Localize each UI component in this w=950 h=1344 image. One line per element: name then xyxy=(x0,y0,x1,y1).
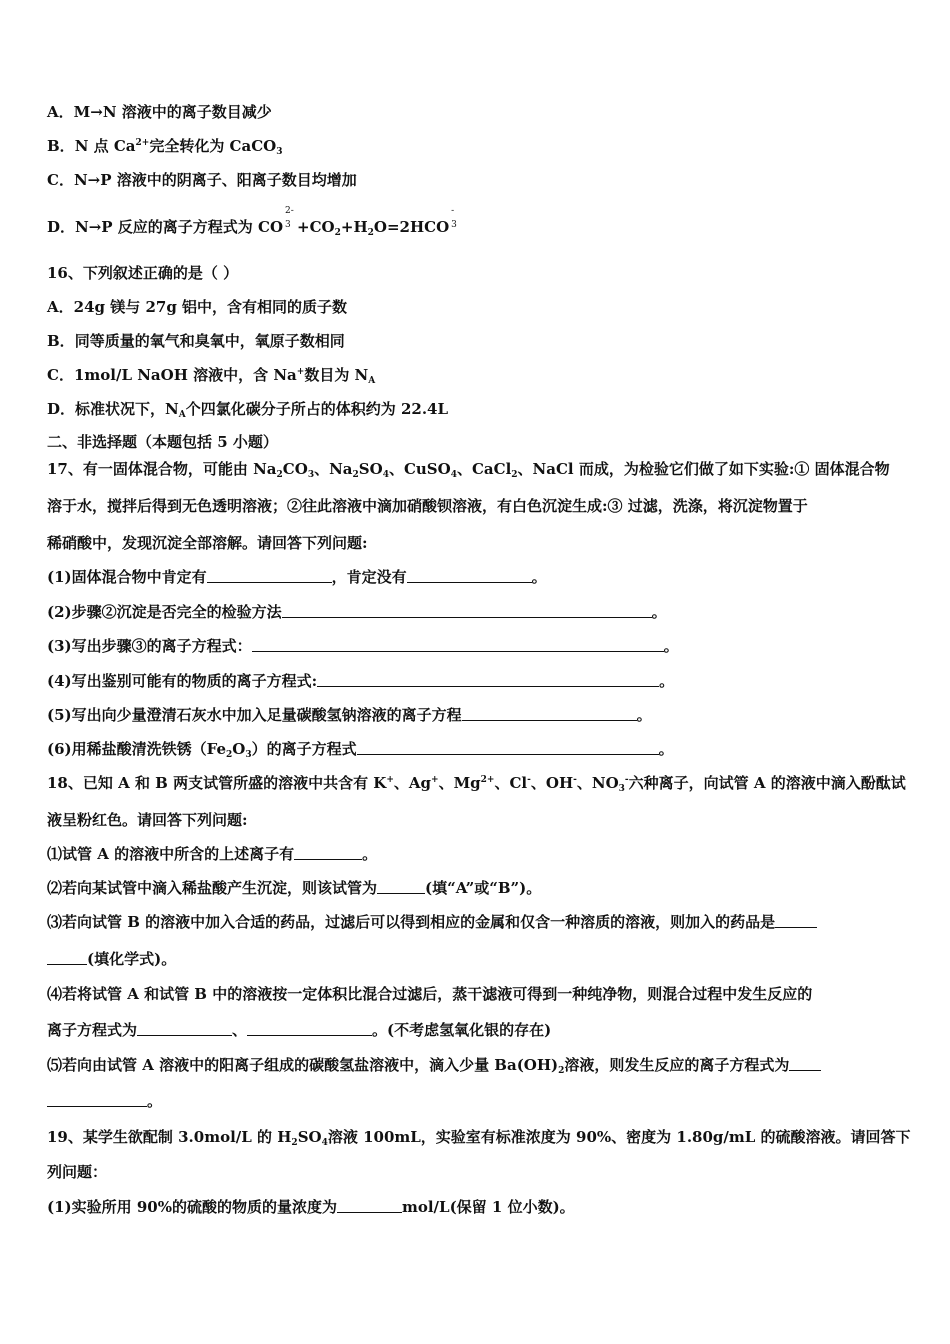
carbonate-ion-notation: 2- 3 xyxy=(285,206,294,230)
q16-stem: 16、下列叙述正确的是（ ） xyxy=(47,264,239,282)
answer-blank[interactable] xyxy=(789,1056,821,1071)
answer-blank[interactable] xyxy=(407,568,532,583)
q17-stem-line1: 17、有一固体混合物，可能由 $Na_2CO_3$、$Na_2SO_4$、CuSO$_4$、CaCl$_2$、NaCl 而成，为检验它们做了如下实验:① 固体混合物 xyxy=(47,460,890,480)
q15-option-a: A．M→N 溶液中的离子数目减少 xyxy=(47,103,272,121)
q16-option-c: C．1mol/L NaOH 溶液中，含 Na+数目为 $N_A$ xyxy=(47,366,376,386)
q18-stem-line2: 液呈粉红色。请回答下列问题: xyxy=(47,811,248,829)
q17-stem-line3: 稀硝酸中，发现沉淀全部溶解。请回答下列问题: xyxy=(47,534,368,552)
q18-stem-line1: 18、已知 A 和 B 两支试管所盛的溶液中共含有 K+、Ag+、$Mg^{2+}$、Cl-、OH-、$NO_3^-$六种离子，向试管 A 的溶液中滴入酚酞试 xyxy=(47,774,906,794)
q17-part1: (1)固体混合物中肯定有 ，肯定没有 。 xyxy=(47,568,547,586)
answer-blank[interactable] xyxy=(357,740,659,755)
answer-blank[interactable] xyxy=(47,950,87,965)
q15-option-d: D．N→P 反应的离子方程式为 CO 2- 3 $+CO_2+H_2O=2HCO$ - 3 xyxy=(47,217,463,237)
q16-option-a: A．24g 镁与 27g 铝中，含有相同的质子数 xyxy=(47,298,348,316)
q17-part4: (4)写出鉴别可能有的物质的离子方程式: 。 xyxy=(47,672,675,690)
q17-part2: (2)步骤②沉淀是否完全的检验方法 。 xyxy=(47,603,667,621)
q18-part3-line2: (填化学式)。 xyxy=(47,949,176,969)
answer-blank[interactable] xyxy=(247,1021,372,1036)
q17-part5: (5)写出向少量澄清石灰水中加入足量碳酸氢钠溶液的离子方程 。 xyxy=(47,706,652,724)
q19-stem-line2: 列问题： xyxy=(47,1163,108,1181)
answer-blank[interactable] xyxy=(377,879,425,894)
q18-part5-line2: 。 xyxy=(47,1091,162,1111)
q16-option-d: D．标准状况下，$N_A$个四氯化碳分子所占的体积约为 22.4L xyxy=(47,400,449,420)
answer-blank[interactable] xyxy=(462,706,637,721)
q18-part1: ⑴试管 A 的溶液中所含的上述离子有 。 xyxy=(47,845,378,863)
q17-part3: (3)写出步骤③的离子方程式： 。 xyxy=(47,637,679,655)
q18-part3-line1: ⑶若向试管 B 的溶液中加入合适的药品，过滤后可以得到相应的金属和仅含一种溶质的溶液，则加入的药品是 xyxy=(47,912,817,932)
section-heading: 二、非选择题（本题包括 5 小题） xyxy=(47,433,278,451)
q16-option-b: B．同等质量的氧气和臭氧中，氧原子数相同 xyxy=(47,332,345,350)
q19-part1: (1)实验所用 90%的硫酸的物质的量浓度为 mol/L(保留 1 位小数)。 xyxy=(47,1198,575,1216)
q18-part2: ⑵若向某试管中滴入稀盐酸产生沉淀，则该试管为 (填“A”或“B”)。 xyxy=(47,879,542,897)
answer-blank[interactable] xyxy=(252,637,664,652)
answer-blank[interactable] xyxy=(317,672,659,687)
answer-blank[interactable] xyxy=(775,913,817,928)
q17-part6: (6)用稀盐酸清洗铁锈$(Fe_2O_3)$的离子方程式 。 xyxy=(47,740,674,760)
answer-blank[interactable] xyxy=(282,603,652,618)
answer-blank[interactable] xyxy=(337,1198,402,1213)
q15-option-b: B．N 点 $Ca^{2+}$完全转化为 CaCO$_3$ xyxy=(47,137,283,157)
answer-blank[interactable] xyxy=(294,845,362,860)
bicarbonate-ion-notation: - 3 xyxy=(451,206,457,230)
q18-part4-line2: 离子方程式为 、 。(不考虑氢氧化银的存在) xyxy=(47,1021,552,1039)
q17-stem-line2: 溶于水，搅拌后得到无色透明溶液；②往此溶液中滴加硝酸钡溶液，有白色沉淀生成:③ 过滤，洗涤，将沉淀物置于 xyxy=(47,497,808,515)
q18-part4-line1: ⑷若将试管 A 和试管 B 中的溶液按一定体积比混合过滤后，蒸干滤液可得到一种纯净物，则混合过程中发生反应的 xyxy=(47,985,813,1003)
q19-stem-line1: 19、某学生欲配制 3.0mol/L 的 $H_2SO_4$溶液 100mL，实验室有标准浓度为 90%、密度为 1.80g/mL 的硫酸溶液。请回答下 xyxy=(47,1128,911,1148)
q18-part5-line1: ⑸若向由试管 A 溶液中的阳离子组成的碳酸氢盐溶液中，滴入少量 $Ba(OH)_2$溶液，则发生反应的离子方程式为 xyxy=(47,1055,821,1075)
answer-blank[interactable] xyxy=(137,1021,232,1036)
answer-blank[interactable] xyxy=(207,568,332,583)
q15-option-c: C．N→P 溶液中的阴离子、阳离子数目均增加 xyxy=(47,171,357,189)
answer-blank[interactable] xyxy=(47,1092,147,1107)
